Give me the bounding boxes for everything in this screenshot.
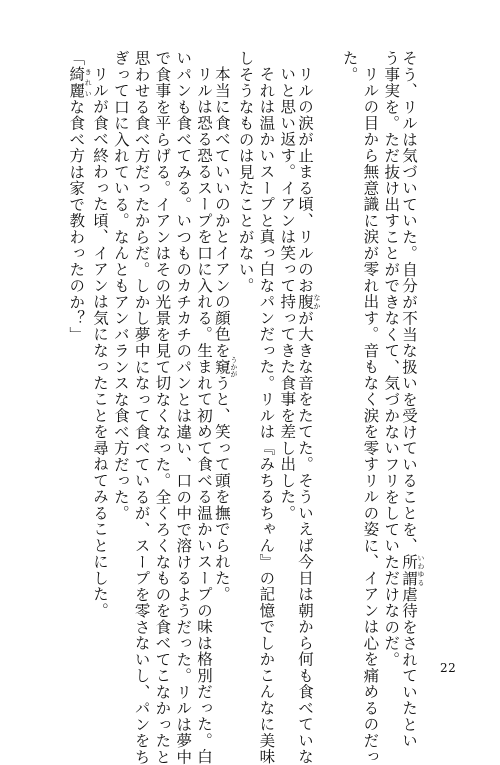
furigana-reading: なか	[313, 293, 321, 310]
line-text: 思わせる食べ方だったからだ。しかし夢中になって食べているが、スープを零さないし、パンをち	[132, 50, 151, 765]
line-text: た。	[340, 50, 359, 83]
line-text: う事実を。ただ抜け出すことができなくて、気づかないフリをしていただけなのだ。	[382, 50, 401, 668]
text-line	[337, 50, 363, 83]
line-text: リルの涙が止まる頃、リルのお	[296, 66, 314, 294]
furigana-word: 綺麗 きれい	[67, 66, 93, 99]
line-text: ぎって口に入れている。なんともアンバランスな食べ方だった。	[111, 50, 130, 522]
furigana-word: 腹 なか	[296, 293, 321, 310]
text-line	[357, 50, 383, 765]
line-text: それは温かいスープと真っ白なパンだった。リルは『みちるちゃん』の記憶でしかこんなに美味	[257, 66, 276, 765]
line-text: リルが食べ終わった頃、イアンは気になったことを尋ねてみることにした。	[91, 66, 109, 619]
line-text: 本当に食べていいのかとイアンの顔色を	[212, 66, 231, 359]
line-text: いと思い返す。イアンは笑って持ってきた食事を差し出した。	[278, 66, 297, 521]
line-text: 「	[67, 50, 86, 67]
line-text: リルの目から無意識に涙が零れ出す。音もなく涙を零すリルの姿に、イアンは心を痛めるのだっ	[361, 66, 380, 765]
line-text: しそうなものは見たことがない。	[236, 50, 255, 294]
furigana-word: 所謂 いわゆる	[400, 553, 425, 587]
furigana-reading: きれい	[84, 66, 93, 99]
line-text: が大きな音をたてた。そういえば今日は朝から何も食べていな	[296, 309, 314, 765]
page-number: 22	[440, 661, 457, 675]
line-text: うと、笑って頭を撫でられた。	[212, 374, 231, 603]
furigana-word: 窺 うかが	[212, 356, 238, 378]
line-text: で食事を平らげる。イアンはその光景を見て切なくなった。全くろくなものを食べてこなかったと	[153, 50, 172, 765]
line-text: そう、リルは気づいていた。自分が不当な扱いを受けていることを、	[400, 50, 418, 554]
furigana-reading: うかが	[229, 356, 238, 378]
line-text: いパンも食べてみる。いつものカチカチのパンとは違い、口の中で溶けるようだった。リルは夢中	[174, 50, 193, 765]
line-text: リルは恐る恐るスープを口に入れる。生まれて初めて食べる温かいスープの味は格別だった。白	[195, 66, 213, 765]
line-text: 虐待をされていたとい	[400, 586, 418, 749]
line-text: な食べ方は家で教わったのか？」	[67, 98, 86, 343]
text-line	[66, 50, 92, 343]
furigana-reading: いわゆる	[417, 553, 425, 587]
